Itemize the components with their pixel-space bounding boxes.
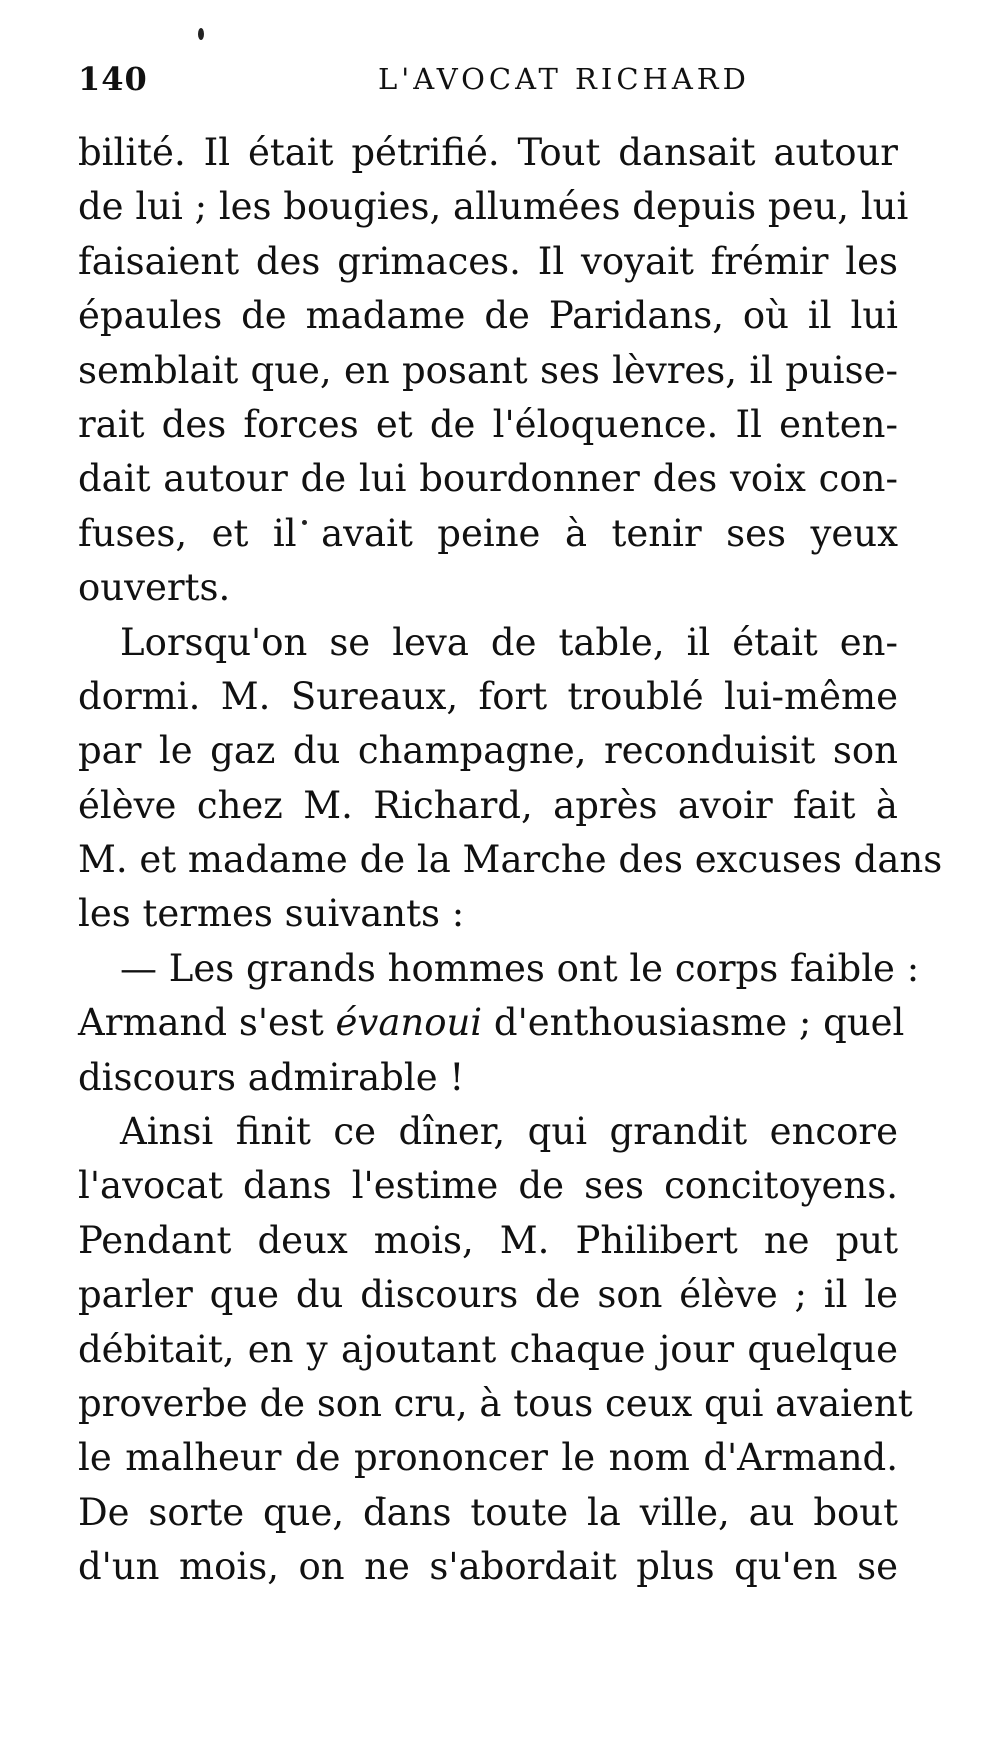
running-title: L'AVOCAT RICHARD bbox=[378, 62, 750, 96]
text-line: rait des forces et de l'éloquence. Il enten- bbox=[78, 402, 898, 446]
text-line: parler que du discours de son élève ; il le bbox=[78, 1273, 898, 1317]
text-line: de lui ; les bougies, allumées depuis peu, lui bbox=[78, 185, 909, 229]
text-line: épaules de madame de Paridans, où il lui bbox=[78, 294, 898, 338]
text-line: discours admirable ! bbox=[78, 1055, 465, 1099]
text-segment: Armand s'est bbox=[78, 1001, 324, 1045]
text-line: dait autour de lui bourdonner des voix con- bbox=[78, 457, 898, 501]
text-line: M. et madame de la Marche des excuses dans bbox=[78, 838, 943, 882]
text-line: De sorte que, dans toute la ville, au bout bbox=[78, 1490, 898, 1534]
italic-word: évanoui bbox=[335, 1001, 483, 1045]
text-segment: d'enthousiasme ; quel bbox=[493, 1001, 905, 1045]
text-line: débitait, en y ajoutant chaque jour quelque bbox=[78, 1327, 898, 1371]
text-line: semblait que, en posant ses lèvres, il puise- bbox=[78, 348, 898, 392]
body-text bbox=[78, 126, 943, 1595]
text-line: l'avocat dans l'estime de ses concitoyens. bbox=[78, 1164, 898, 1208]
text-line: Ainsi finit ce dîner, qui grandit encore bbox=[120, 1110, 898, 1154]
text-line: dormi. M. Sureaux, fort troublé lui-même bbox=[78, 674, 898, 718]
text-line: le malheur de prononcer le nom d'Armand. bbox=[78, 1436, 898, 1480]
text-line: Pendant deux mois, M. Philibert ne put bbox=[78, 1218, 898, 1262]
text-line: d'un mois, on ne s'abordait plus qu'en se bbox=[78, 1545, 898, 1589]
text-line: fuses, et il avait peine à tenir ses yeux bbox=[78, 511, 898, 555]
print-speck bbox=[198, 28, 204, 40]
page-number: 140 bbox=[78, 60, 148, 98]
page-header bbox=[78, 60, 898, 100]
text-line: élève chez M. Richard, après avoir fait à bbox=[78, 783, 898, 827]
text-line: les termes suivants : bbox=[78, 892, 465, 936]
text-line: par le gaz du champagne, reconduisit son bbox=[78, 729, 898, 773]
text-line: bilité. Il était pétrifié. Tout dansait autour bbox=[78, 131, 898, 174]
text-line: faisaient des grimaces. Il voyait frémir les bbox=[78, 239, 898, 283]
text-line-mixed bbox=[78, 996, 905, 1050]
text-line: — Les grands hommes ont le corps faible : bbox=[120, 946, 920, 990]
text-line: Lorsqu'on se leva de table, il était en- bbox=[120, 620, 898, 664]
text-line: ouverts. bbox=[78, 566, 231, 610]
text-line: proverbe de son cru, à tous ceux qui avaient bbox=[78, 1381, 913, 1425]
